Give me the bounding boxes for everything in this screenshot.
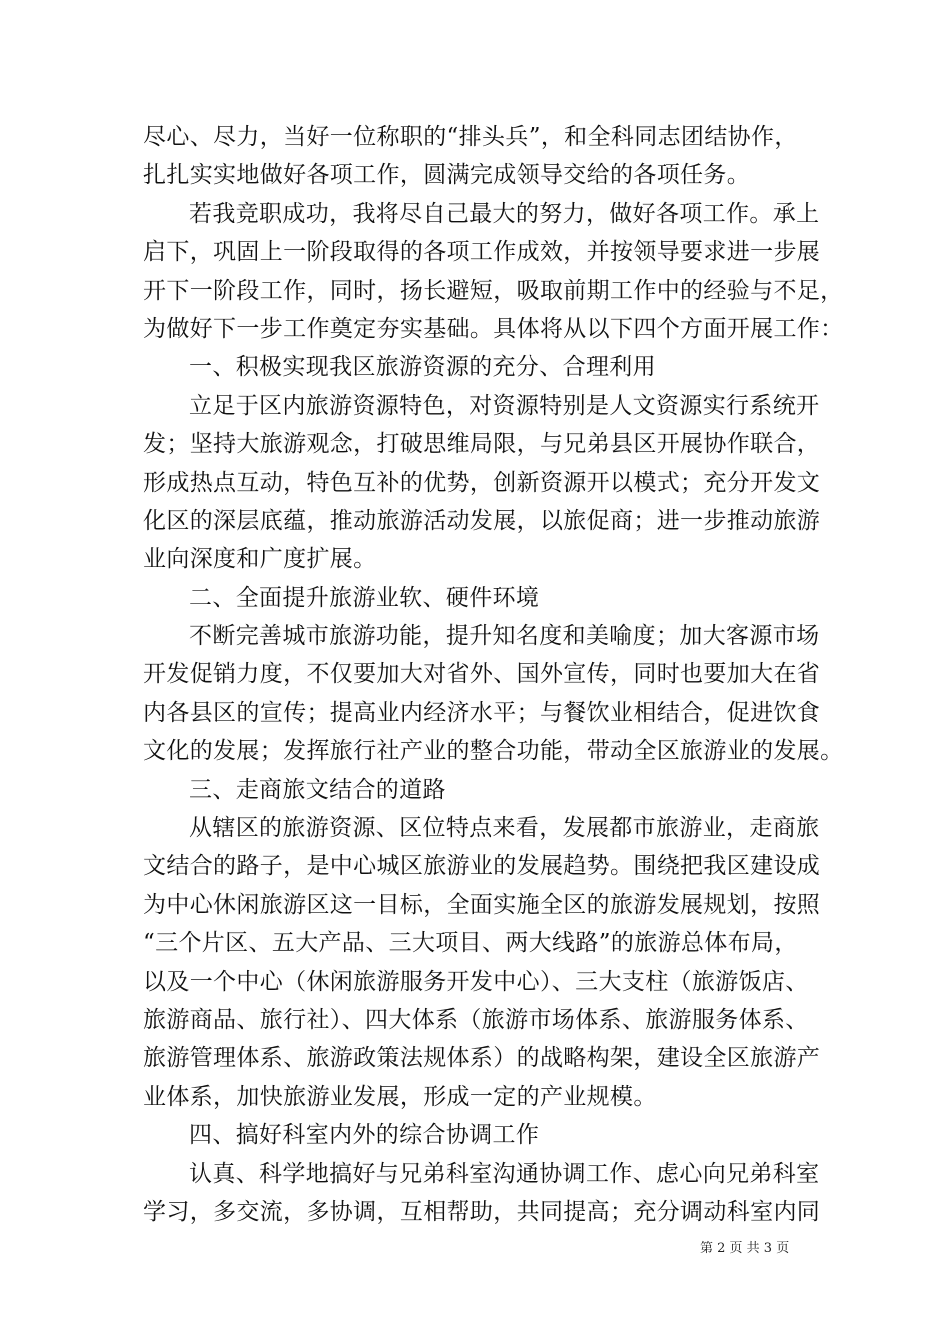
text-line: 不断完善城市旅游功能，提升知名度和美喻度；加大客源市场 <box>189 623 820 650</box>
text-line: 业向深度和广度扩展。 <box>143 546 377 573</box>
text-line: 内各县区的宣传；提高业内经济水平；与餐饮业相结合，促进饮食 <box>143 699 821 726</box>
text-line: 文结合的路子，是中心城区旅游业的发展趋势。围绕把我区建设成 <box>143 853 821 880</box>
text-line: 为中心休闲旅游区这一目标，全面实施全区的旅游发展规划，按照 <box>143 891 821 918</box>
text-line: 旅游管理体系、旅游政策法规体系）的战略构架，建设全区旅游产 <box>143 1045 821 1072</box>
text-line: 三、走商旅文结合的道路 <box>189 776 446 803</box>
text-line: 立足于区内旅游资源特色，对资源特别是人文资源实行系统开 <box>189 392 820 419</box>
page-number: 第 2 页 共 3 页 <box>700 1241 790 1256</box>
text-line: 尽心、尽力，当好一位称职的“排头兵”，和全科同志团结协作， <box>143 124 798 150</box>
document-body <box>143 118 844 1231</box>
text-line: 学习，多交流，多协调，互相帮助，共同提高；充分调动科室内同 <box>143 1198 821 1225</box>
text-line: 启下，巩固上一阶段取得的各项工作成效，并按领导要求进一步展 <box>143 239 821 266</box>
text-line: 形成热点互动，特色互补的优势，创新资源开以模式；充分开发文 <box>143 469 821 496</box>
text-line: 业体系，加快旅游业发展，形成一定的产业规模。 <box>143 1083 657 1110</box>
text-line: 从辖区的旅游资源、区位特点来看，发展都市旅游业，走商旅 <box>189 815 820 842</box>
text-line: 发；坚持大旅游观念，打破思维局限，与兄弟县区开展协作联合， <box>143 431 821 458</box>
text-line: 扎扎实实地做好各项工作，圆满完成领导交给的各项任务。 <box>143 162 751 189</box>
text-line: 旅游商品、旅行社）、四大体系（旅游市场体系、旅游服务体系、 <box>143 1006 809 1033</box>
text-line: 为做好下一步工作奠定夯实基础。具体将从以下四个方面开展工作： <box>143 315 844 342</box>
text-line: 化区的深层底蕴，推动旅游活动发展，以旅促商；进一步推动旅游 <box>143 507 821 534</box>
text-line: 认真、科学地搞好与兄弟科室沟通协调工作、虑心向兄弟科室 <box>189 1160 820 1187</box>
text-line: 开发促销力度，不仅要加大对省外、国外宣传，同时也要加大在省 <box>143 661 821 688</box>
text-line: 一、积极实现我区旅游资源的充分、合理利用 <box>189 354 656 381</box>
text-line: 以及一个中心（休闲旅游服务开发中心）、三大支柱（旅游饭店、 <box>143 968 809 995</box>
text-line: 文化的发展；发挥旅行社产业的整合功能，带动全区旅游业的发展。 <box>143 738 844 765</box>
text-line: 二、全面提升旅游业软、硬件环境 <box>189 584 540 611</box>
text-line: 若我竞职成功，我将尽自己最大的努力，做好各项工作。承上 <box>189 200 820 227</box>
text-line: 四、搞好科室内外的综合协调工作 <box>189 1122 540 1149</box>
text-line: “三个片区、五大产品、三大项目、两大线路”的旅游总体布局， <box>143 930 798 957</box>
text-line: 开下一阶段工作，同时，扬长避短，吸取前期工作中的经验与不足， <box>143 277 844 304</box>
